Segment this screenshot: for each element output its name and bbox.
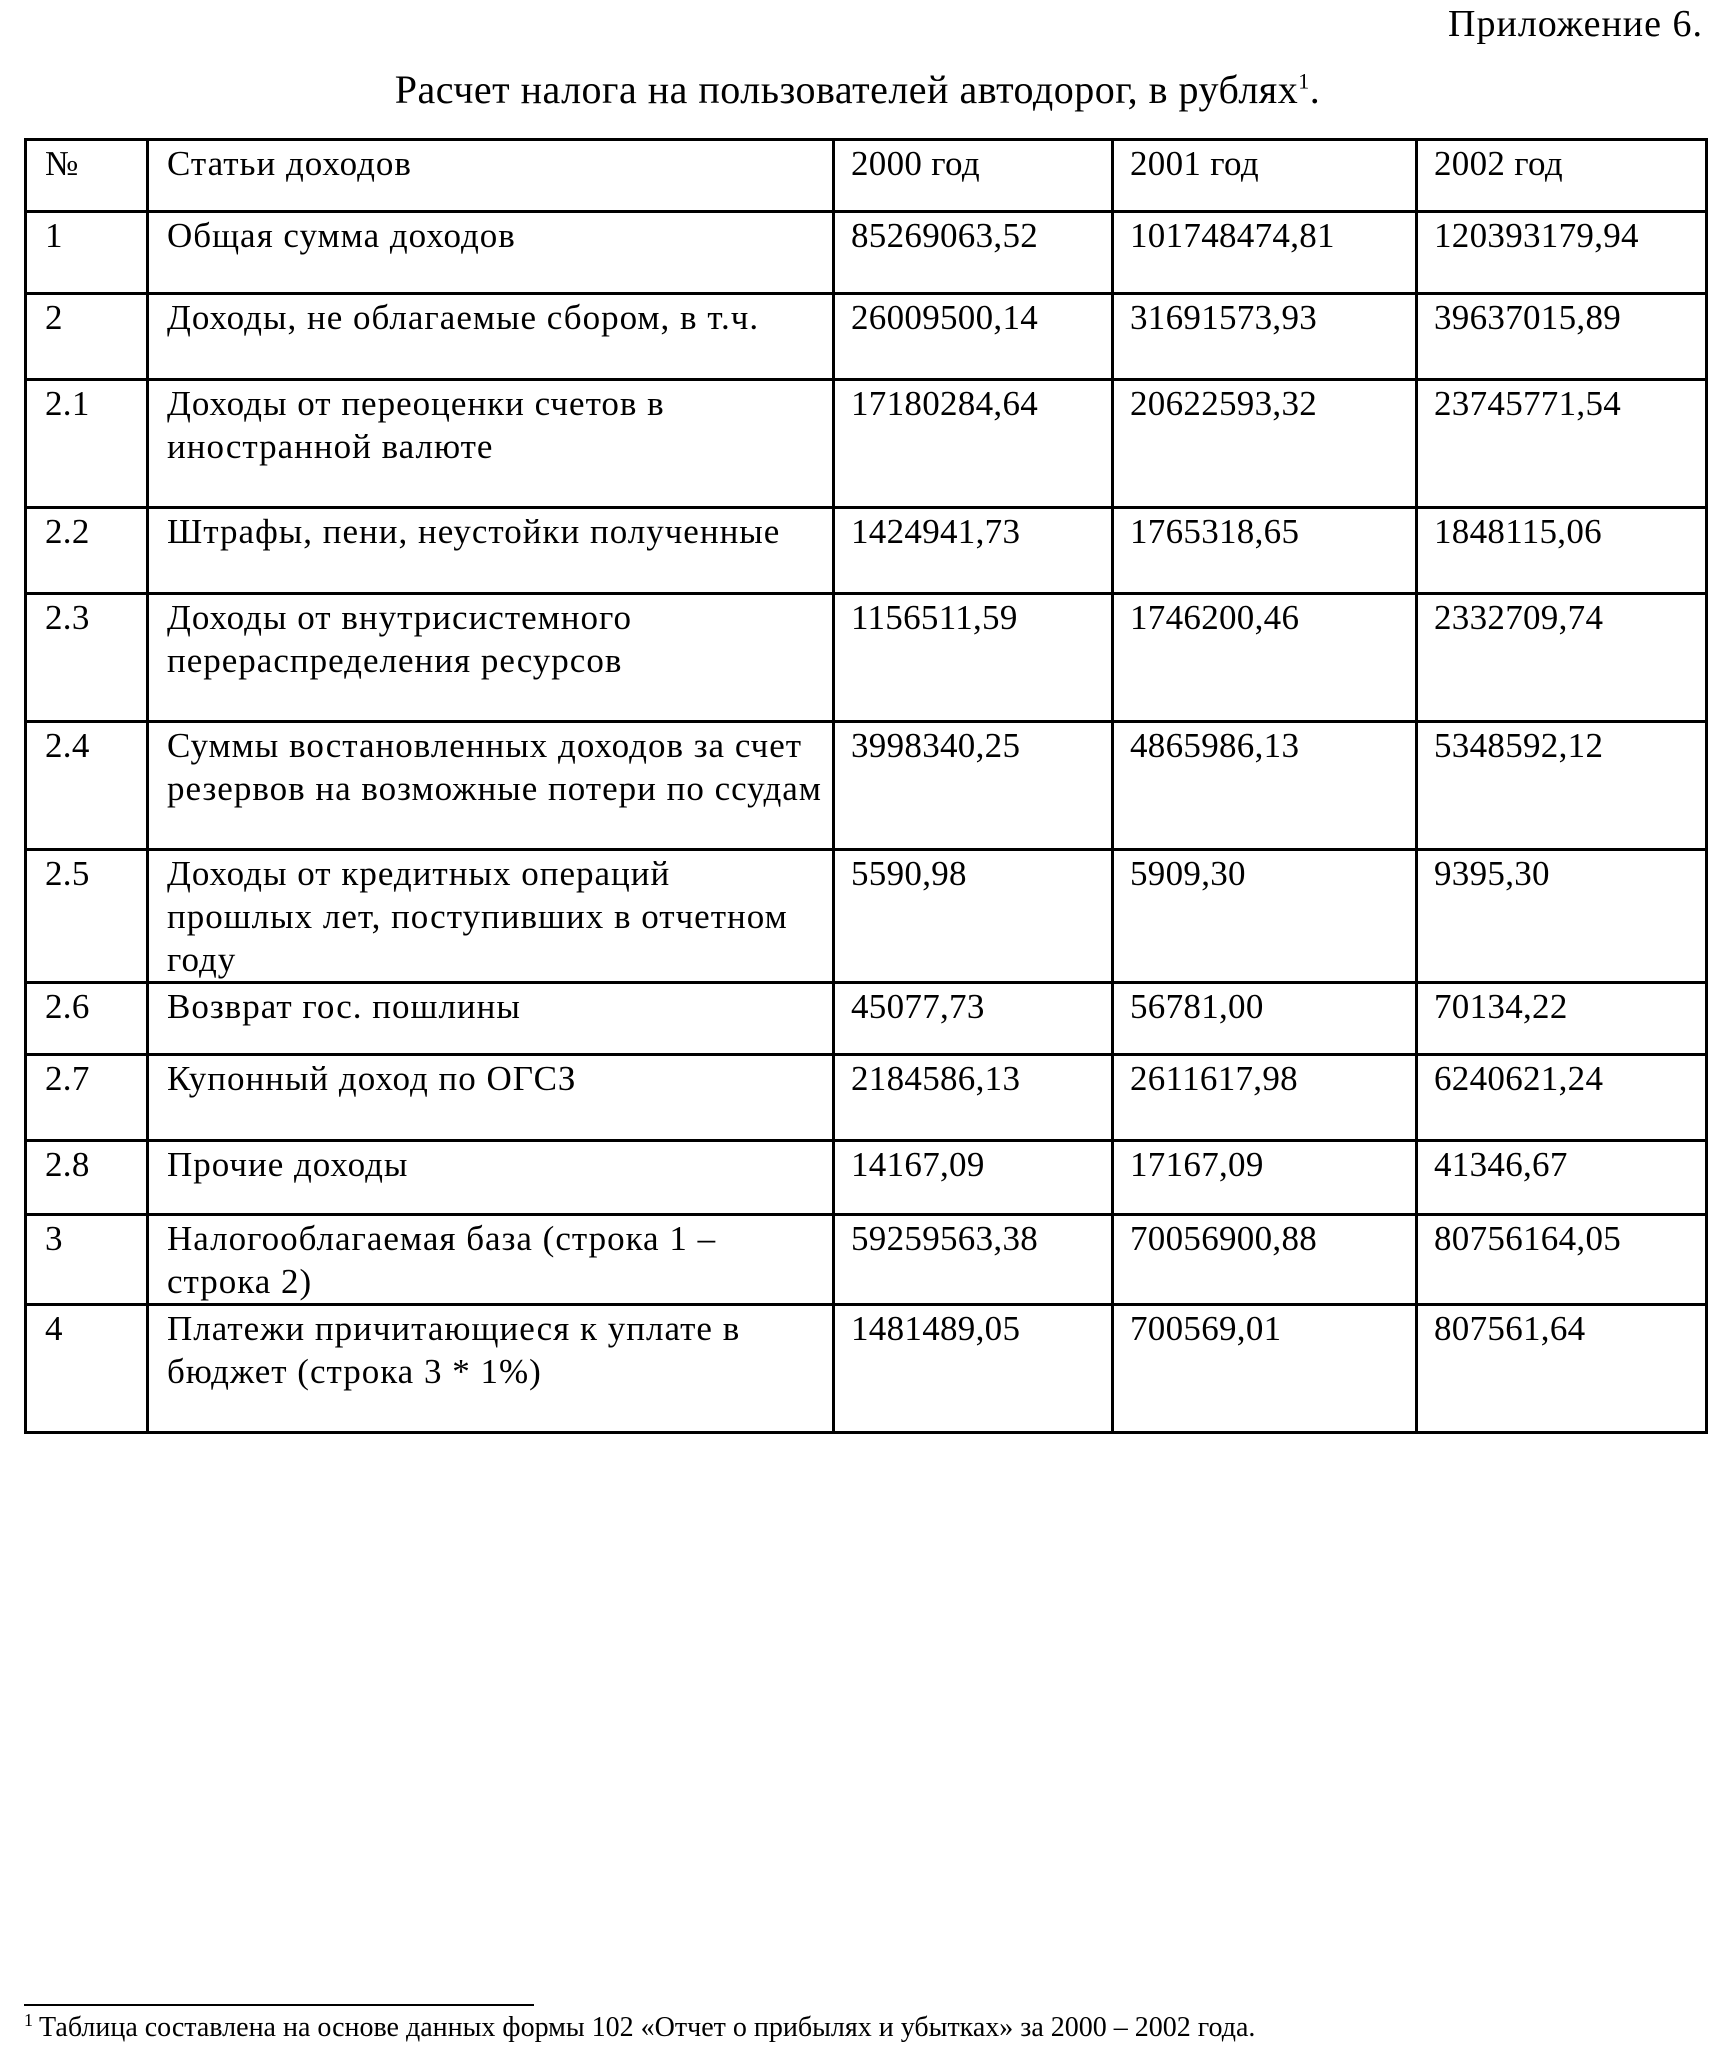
row-value-2002: 6240621,24: [1417, 1055, 1707, 1141]
row-number: 2.3: [26, 594, 148, 722]
table-row: [26, 294, 1707, 380]
row-value-2000: 3998340,25: [834, 722, 1113, 850]
row-number: 4: [26, 1305, 148, 1433]
table-row: [26, 850, 1707, 983]
row-value-2001: 1765318,65: [1113, 508, 1417, 594]
row-value-2002: 80756164,05: [1417, 1215, 1707, 1305]
row-value-2000: 2184586,13: [834, 1055, 1113, 1141]
row-value-2000: 85269063,52: [834, 212, 1113, 294]
table-row: [26, 1215, 1707, 1305]
row-value-2000: 14167,09: [834, 1141, 1113, 1215]
row-number: 2.6: [26, 983, 148, 1055]
row-number: 2.1: [26, 380, 148, 508]
footnote-separator: [24, 2004, 534, 2006]
row-value-2000: 59259563,38: [834, 1215, 1113, 1305]
title-text: Расчет налога на пользователей автодорог, в рублях: [394, 67, 1299, 112]
row-value-2002: 9395,30: [1417, 850, 1707, 983]
row-value-2000: 45077,73: [834, 983, 1113, 1055]
footnote: [24, 2010, 1255, 2046]
header-year-2001: 2001 год: [1113, 140, 1417, 212]
row-value-2002: 120393179,94: [1417, 212, 1707, 294]
row-value-2001: 1746200,46: [1113, 594, 1417, 722]
row-number: 2.7: [26, 1055, 148, 1141]
title-end: .: [1309, 67, 1321, 112]
row-item: Доходы от внутрисистемного перераспределения ресурсов: [148, 594, 834, 722]
table-row: [26, 212, 1707, 294]
footnote-text: Таблица составлена на основе данных формы 102 «Отчет о прибылях и убытках» за 2000 – 2002 года.: [39, 2012, 1256, 2043]
table-row: [26, 1055, 1707, 1141]
row-number: 2.5: [26, 850, 148, 983]
row-value-2002: 807561,64: [1417, 1305, 1707, 1433]
page-title: [0, 64, 1715, 116]
row-value-2000: 17180284,64: [834, 380, 1113, 508]
row-number: 3: [26, 1215, 148, 1305]
header-number: №: [26, 140, 148, 212]
row-number: 2.8: [26, 1141, 148, 1215]
row-item: Доходы от переоценки счетов в иностранной валюте: [148, 380, 834, 508]
appendix-label: Приложение 6.: [1448, 3, 1703, 45]
row-value-2001: 56781,00: [1113, 983, 1417, 1055]
row-item: Налогооблагаемая база (строка 1 – строка 2): [148, 1215, 834, 1305]
title-footnote-ref: 1: [1298, 68, 1310, 94]
header-year-2000: 2000 год: [834, 140, 1113, 212]
row-value-2001: 101748474,81: [1113, 212, 1417, 294]
row-item: Купонный доход по ОГСЗ: [148, 1055, 834, 1141]
row-item: Общая сумма доходов: [148, 212, 834, 294]
row-value-2002: 2332709,74: [1417, 594, 1707, 722]
row-item: Суммы востановленных доходов за счет резервов на возможные потери по ссудам: [148, 722, 834, 850]
row-value-2001: 4865986,13: [1113, 722, 1417, 850]
row-item: Доходы от кредитных операций прошлых лет, поступивших в отчетном году: [148, 850, 834, 983]
footnote-marker: 1: [24, 2009, 33, 2030]
table-row: [26, 722, 1707, 850]
row-value-2002: 39637015,89: [1417, 294, 1707, 380]
row-value-2001: 20622593,32: [1113, 380, 1417, 508]
row-item: Доходы, не облагаемые сбором, в т.ч.: [148, 294, 834, 380]
table-row: [26, 380, 1707, 508]
row-number: 2: [26, 294, 148, 380]
row-number: 1: [26, 212, 148, 294]
table-row: [26, 983, 1707, 1055]
row-item: Штрафы, пени, неустойки полученные: [148, 508, 834, 594]
row-item: Возврат гос. пошлины: [148, 983, 834, 1055]
row-value-2002: 23745771,54: [1417, 380, 1707, 508]
row-value-2000: 1424941,73: [834, 508, 1113, 594]
row-value-2001: 31691573,93: [1113, 294, 1417, 380]
row-number: 2.4: [26, 722, 148, 850]
row-value-2000: 1156511,59: [834, 594, 1113, 722]
table-row: [26, 508, 1707, 594]
table-row: [26, 1305, 1707, 1433]
row-value-2001: 17167,09: [1113, 1141, 1417, 1215]
row-value-2002: 70134,22: [1417, 983, 1707, 1055]
row-value-2001: 2611617,98: [1113, 1055, 1417, 1141]
row-item: Прочие доходы: [148, 1141, 834, 1215]
row-value-2002: 5348592,12: [1417, 722, 1707, 850]
row-value-2000: 1481489,05: [834, 1305, 1113, 1433]
header-year-2002: 2002 год: [1417, 140, 1707, 212]
row-number: 2.2: [26, 508, 148, 594]
row-value-2000: 5590,98: [834, 850, 1113, 983]
table-row: [26, 1141, 1707, 1215]
row-item: Платежи причитающиеся к уплате в бюджет (строка 3 * 1%): [148, 1305, 834, 1433]
row-value-2002: 41346,67: [1417, 1141, 1707, 1215]
row-value-2001: 70056900,88: [1113, 1215, 1417, 1305]
row-value-2000: 26009500,14: [834, 294, 1113, 380]
row-value-2002: 1848115,06: [1417, 508, 1707, 594]
row-value-2001: 700569,01: [1113, 1305, 1417, 1433]
table-header-row: [26, 140, 1707, 212]
income-table: [24, 138, 1708, 1434]
table-row: [26, 594, 1707, 722]
row-value-2001: 5909,30: [1113, 850, 1417, 983]
header-item: Статьи доходов: [148, 140, 834, 212]
